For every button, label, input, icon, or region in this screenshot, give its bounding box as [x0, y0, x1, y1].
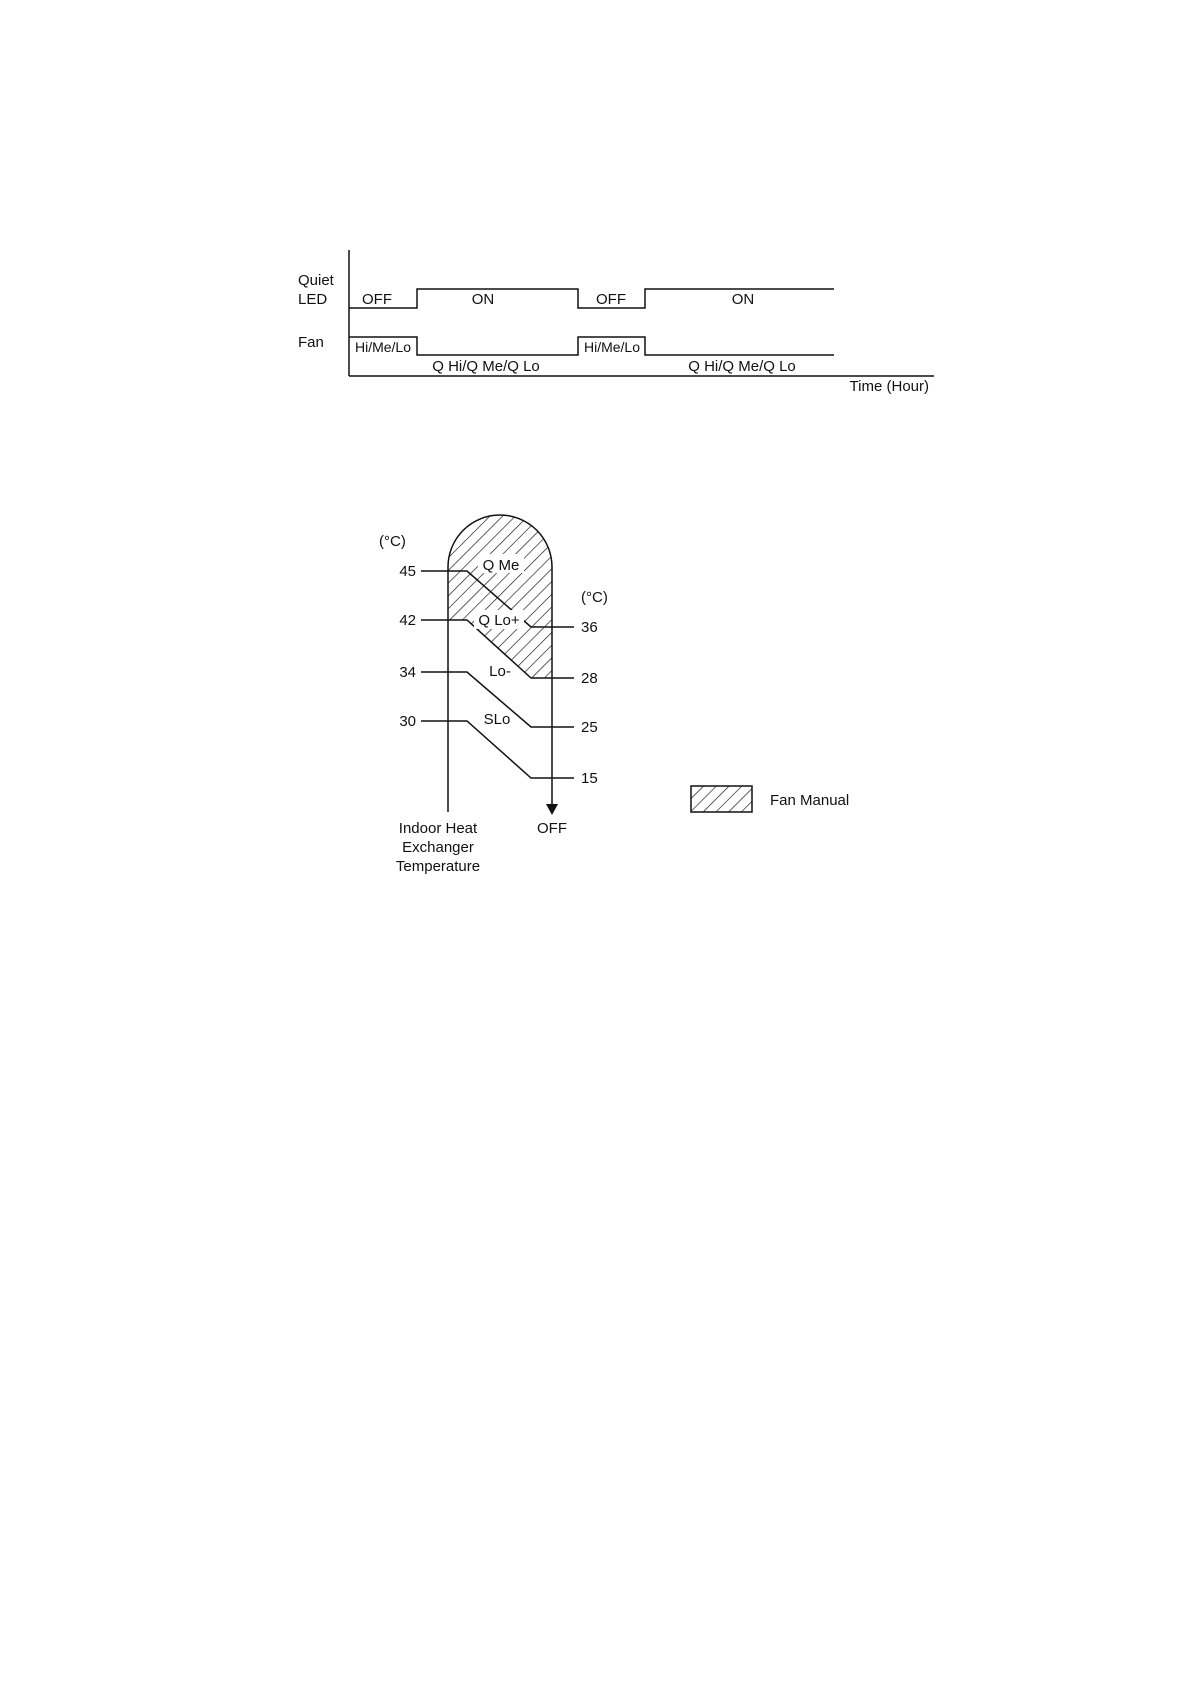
legend-hatch-swatch [691, 786, 752, 812]
quiet-label: Quiet [298, 272, 334, 289]
off-axis-label: OFF [537, 820, 567, 837]
right-temp-label: 36 [581, 619, 598, 636]
band-label-lo: Lo- [489, 663, 511, 680]
right-unit-label: (°C) [581, 589, 608, 606]
indoor-axis-label-line: Indoor Heat [398, 820, 478, 837]
fan-quiet-label: Q Hi/Q Me/Q Lo [432, 358, 540, 375]
led-label: LED [298, 291, 328, 308]
right-temp-label: 28 [581, 670, 598, 687]
fan-high-label: Hi/Me/Lo [354, 339, 412, 355]
band-label-q-lo: Q Lo+ [478, 612, 520, 629]
left-temp-label: 45 [399, 563, 416, 580]
fan-high-label: Hi/Me/Lo [583, 339, 641, 355]
time-axis-label: Time (Hour) [849, 378, 929, 395]
led-waveform [349, 289, 834, 308]
band-line-slo [421, 721, 574, 778]
fan-label: Fan [298, 334, 324, 351]
indoor-axis-label-line: Exchanger [402, 839, 474, 856]
legend [691, 786, 849, 812]
left-unit-label: (°C) [379, 533, 406, 550]
led-state-label: ON [731, 291, 755, 308]
fan-speed-diagram [379, 515, 849, 875]
fan-quiet-label: Q Hi/Q Me/Q Lo [688, 358, 796, 375]
left-temp-label: 30 [399, 713, 416, 730]
off-arrow-icon [546, 804, 558, 815]
led-state-label: OFF [596, 291, 626, 308]
legend-label: Fan Manual [770, 792, 850, 809]
band-label-slo: SLo [483, 711, 511, 728]
left-temp-label: 42 [399, 612, 416, 629]
led-state-label: ON [471, 291, 495, 308]
led-state-label: OFF [362, 291, 392, 308]
fan-manual-region [448, 515, 552, 678]
indoor-axis-label-line: Temperature [395, 858, 481, 875]
right-temp-label: 15 [581, 770, 598, 787]
band-label-q-me: Q Me [482, 557, 520, 574]
left-temp-label: 34 [399, 664, 416, 681]
right-temp-label: 25 [581, 719, 598, 736]
quiet-timing-diagram [298, 250, 934, 395]
